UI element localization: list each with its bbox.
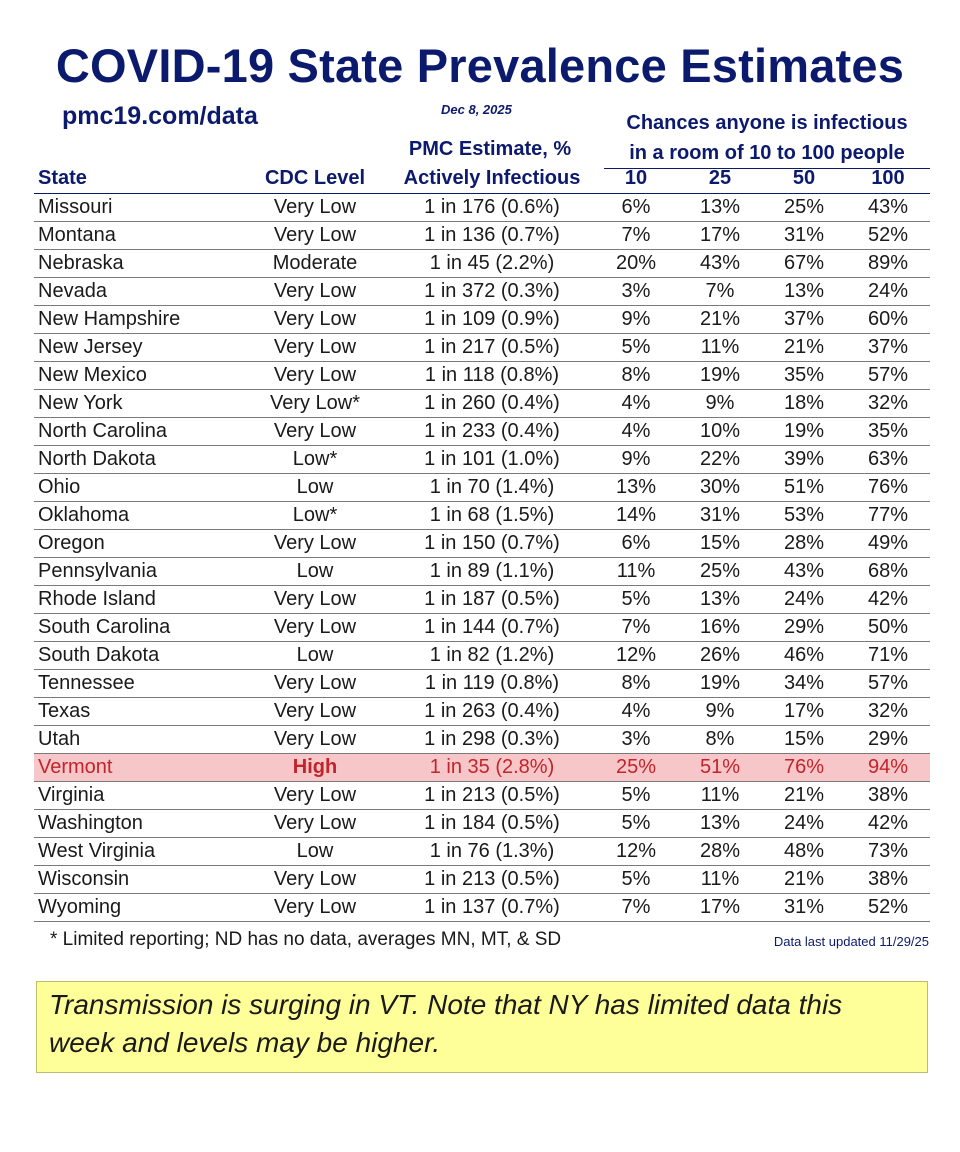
chance-50-cell: 29% [762, 614, 846, 642]
cdc-level-cell: Moderate [240, 250, 390, 278]
estimate-cell: 1 in 45 (2.2%) [390, 250, 594, 278]
chance-50-cell: 24% [762, 810, 846, 838]
chance-100-cell: 50% [846, 614, 930, 642]
state-cell: Texas [34, 698, 240, 726]
chance-100-cell: 49% [846, 530, 930, 558]
estimate-cell: 1 in 76 (1.3%) [390, 838, 594, 866]
table-row [34, 250, 930, 278]
chance-50-cell: 43% [762, 558, 846, 586]
chance-50-cell: 37% [762, 306, 846, 334]
cdc-level-cell: Low* [240, 502, 390, 530]
estimate-cell: 1 in 70 (1.4%) [390, 474, 594, 502]
cdc-level-cell: Very Low [240, 306, 390, 334]
cdc-level-cell: High [240, 754, 390, 782]
state-cell: Oregon [34, 530, 240, 558]
chance-25-cell: 26% [678, 642, 762, 670]
chance-25-cell: 13% [678, 586, 762, 614]
chance-50-cell: 18% [762, 390, 846, 418]
chance-100-cell: 63% [846, 446, 930, 474]
chance-50-cell: 53% [762, 502, 846, 530]
chance-100-cell: 29% [846, 726, 930, 754]
estimate-cell: 1 in 213 (0.5%) [390, 866, 594, 894]
chance-100-cell: 52% [846, 894, 930, 922]
chance-100-cell: 57% [846, 362, 930, 390]
cdc-level-cell: Very Low [240, 278, 390, 306]
cdc-level-cell: Low [240, 642, 390, 670]
chance-25-cell: 13% [678, 810, 762, 838]
cdc-level-cell: Low* [240, 446, 390, 474]
chance-50-cell: 39% [762, 446, 846, 474]
chance-50-cell: 13% [762, 278, 846, 306]
table-row [34, 614, 930, 642]
estimate-cell: 1 in 260 (0.4%) [390, 390, 594, 418]
table-row [34, 334, 930, 362]
chance-50-cell: 31% [762, 894, 846, 922]
state-cell: Vermont [34, 754, 240, 782]
state-cell: Ohio [34, 474, 240, 502]
estimate-cell: 1 in 136 (0.7%) [390, 222, 594, 250]
estimate-cell: 1 in 298 (0.3%) [390, 726, 594, 754]
chance-100-cell: 35% [846, 418, 930, 446]
estimate-cell: 1 in 144 (0.7%) [390, 614, 594, 642]
chance-100-cell: 68% [846, 558, 930, 586]
table-row [34, 754, 930, 782]
table-row [34, 838, 930, 866]
chance-100-cell: 38% [846, 782, 930, 810]
state-cell: Virginia [34, 782, 240, 810]
chance-25-cell: 19% [678, 362, 762, 390]
cdc-level-cell: Very Low [240, 530, 390, 558]
table-row [34, 726, 930, 754]
table-row [34, 866, 930, 894]
chance-50-cell: 19% [762, 418, 846, 446]
table-body [34, 194, 930, 922]
state-cell: Wisconsin [34, 866, 240, 894]
chance-10-cell: 8% [594, 670, 678, 698]
chance-10-cell: 9% [594, 306, 678, 334]
chance-25-cell: 13% [678, 194, 762, 222]
table-row [34, 222, 930, 250]
chance-25-cell: 11% [678, 782, 762, 810]
col-header-10: 10 [594, 164, 678, 194]
chance-25-cell: 11% [678, 334, 762, 362]
table-row [34, 194, 930, 222]
chance-25-cell: 19% [678, 670, 762, 698]
estimate-cell: 1 in 119 (0.8%) [390, 670, 594, 698]
table-row [34, 474, 930, 502]
state-cell: New Mexico [34, 362, 240, 390]
chance-10-cell: 20% [594, 250, 678, 278]
chance-25-cell: 10% [678, 418, 762, 446]
chance-10-cell: 6% [594, 194, 678, 222]
state-cell: New Jersey [34, 334, 240, 362]
chance-10-cell: 7% [594, 614, 678, 642]
chance-100-cell: 43% [846, 194, 930, 222]
state-cell: Montana [34, 222, 240, 250]
estimate-cell: 1 in 137 (0.7%) [390, 894, 594, 922]
chance-25-cell: 8% [678, 726, 762, 754]
chance-10-cell: 5% [594, 782, 678, 810]
cdc-level-cell: Very Low [240, 334, 390, 362]
chance-100-cell: 60% [846, 306, 930, 334]
last-updated: Data last updated 11/29/25 [773, 934, 929, 949]
estimate-cell: 1 in 101 (1.0%) [390, 446, 594, 474]
chance-50-cell: 28% [762, 530, 846, 558]
estimate-cell: 1 in 89 (1.1%) [390, 558, 594, 586]
cdc-level-cell: Very Low [240, 418, 390, 446]
cdc-level-cell: Very Low [240, 194, 390, 222]
chance-50-cell: 46% [762, 642, 846, 670]
chance-10-cell: 4% [594, 418, 678, 446]
chance-10-cell: 13% [594, 474, 678, 502]
state-cell: Rhode Island [34, 586, 240, 614]
state-cell: Wyoming [34, 894, 240, 922]
cdc-level-cell: Low [240, 838, 390, 866]
estimate-cell: 1 in 263 (0.4%) [390, 698, 594, 726]
chance-100-cell: 94% [846, 754, 930, 782]
table-row [34, 558, 930, 586]
state-cell: New Hampshire [34, 306, 240, 334]
chance-10-cell: 7% [594, 222, 678, 250]
state-cell: Nebraska [34, 250, 240, 278]
chance-10-cell: 5% [594, 810, 678, 838]
prevalence-table [34, 164, 930, 922]
state-cell: North Carolina [34, 418, 240, 446]
chance-50-cell: 34% [762, 670, 846, 698]
table-row [34, 810, 930, 838]
state-cell: West Virginia [34, 838, 240, 866]
chance-25-cell: 43% [678, 250, 762, 278]
cdc-level-cell: Very Low* [240, 390, 390, 418]
cdc-level-cell: Very Low [240, 670, 390, 698]
table-row [34, 362, 930, 390]
chance-100-cell: 38% [846, 866, 930, 894]
chance-50-cell: 21% [762, 334, 846, 362]
chance-25-cell: 30% [678, 474, 762, 502]
chance-25-cell: 17% [678, 894, 762, 922]
chance-25-cell: 17% [678, 222, 762, 250]
estimate-cell: 1 in 82 (1.2%) [390, 642, 594, 670]
chance-25-cell: 9% [678, 390, 762, 418]
chance-10-cell: 12% [594, 642, 678, 670]
chance-25-cell: 11% [678, 866, 762, 894]
table-header-row [34, 164, 930, 194]
chance-10-cell: 14% [594, 502, 678, 530]
page-title: COVID-19 State Prevalence Estimates [55, 39, 905, 92]
chances-header [604, 108, 930, 169]
report-date: Dec 8, 2025 [441, 102, 512, 117]
chance-10-cell: 9% [594, 446, 678, 474]
cdc-level-cell: Very Low [240, 866, 390, 894]
chance-10-cell: 3% [594, 726, 678, 754]
chance-25-cell: 25% [678, 558, 762, 586]
cdc-level-cell: Very Low [240, 894, 390, 922]
chance-100-cell: 73% [846, 838, 930, 866]
table-row [34, 670, 930, 698]
table-row [34, 586, 930, 614]
col-header-25: 25 [678, 164, 762, 194]
chance-50-cell: 17% [762, 698, 846, 726]
chance-25-cell: 9% [678, 698, 762, 726]
table-row [34, 446, 930, 474]
estimate-cell: 1 in 217 (0.5%) [390, 334, 594, 362]
estimate-cell: 1 in 68 (1.5%) [390, 502, 594, 530]
estimate-cell: 1 in 176 (0.6%) [390, 194, 594, 222]
col-header-state: State [34, 164, 240, 194]
estimate-cell: 1 in 35 (2.8%) [390, 754, 594, 782]
chance-10-cell: 5% [594, 866, 678, 894]
col-header-100: 100 [846, 164, 930, 194]
pmc-estimate-header: PMC Estimate, % [408, 138, 572, 160]
state-cell: Tennessee [34, 670, 240, 698]
chance-25-cell: 7% [678, 278, 762, 306]
chance-50-cell: 51% [762, 474, 846, 502]
cdc-level-cell: Low [240, 474, 390, 502]
cdc-level-cell: Very Low [240, 698, 390, 726]
table-row [34, 782, 930, 810]
chance-25-cell: 21% [678, 306, 762, 334]
chance-10-cell: 7% [594, 894, 678, 922]
state-cell: Pennsylvania [34, 558, 240, 586]
chance-10-cell: 5% [594, 334, 678, 362]
chance-50-cell: 31% [762, 222, 846, 250]
cdc-level-cell: Very Low [240, 362, 390, 390]
chance-50-cell: 35% [762, 362, 846, 390]
table-row [34, 306, 930, 334]
table-row [34, 894, 930, 922]
state-cell: South Carolina [34, 614, 240, 642]
chance-50-cell: 24% [762, 586, 846, 614]
state-cell: North Dakota [34, 446, 240, 474]
chance-25-cell: 15% [678, 530, 762, 558]
chances-header-line2: in a room of 10 to 100 people [604, 138, 930, 169]
table-row [34, 390, 930, 418]
chance-100-cell: 24% [846, 278, 930, 306]
chance-10-cell: 5% [594, 586, 678, 614]
state-cell: Nevada [34, 278, 240, 306]
chance-25-cell: 31% [678, 502, 762, 530]
chance-100-cell: 42% [846, 810, 930, 838]
chance-10-cell: 6% [594, 530, 678, 558]
cdc-level-cell: Very Low [240, 726, 390, 754]
chance-100-cell: 32% [846, 390, 930, 418]
col-header-cdc-level: CDC Level [240, 164, 390, 194]
estimate-cell: 1 in 213 (0.5%) [390, 782, 594, 810]
estimate-cell: 1 in 109 (0.9%) [390, 306, 594, 334]
table-row [34, 698, 930, 726]
chance-10-cell: 11% [594, 558, 678, 586]
chances-header-line1: Chances anyone is infectious [626, 112, 908, 134]
chance-50-cell: 15% [762, 726, 846, 754]
chance-10-cell: 25% [594, 754, 678, 782]
chance-10-cell: 4% [594, 390, 678, 418]
chance-100-cell: 77% [846, 502, 930, 530]
chance-25-cell: 28% [678, 838, 762, 866]
table-row [34, 642, 930, 670]
cdc-level-cell: Very Low [240, 586, 390, 614]
table-row [34, 278, 930, 306]
table-row [34, 418, 930, 446]
chance-10-cell: 8% [594, 362, 678, 390]
note-box: Transmission is surging in VT. Note that NY has limited data this week and levels may be higher. [36, 981, 928, 1073]
chance-100-cell: 57% [846, 670, 930, 698]
col-header-50: 50 [762, 164, 846, 194]
cdc-level-cell: Very Low [240, 782, 390, 810]
state-cell: South Dakota [34, 642, 240, 670]
estimate-cell: 1 in 184 (0.5%) [390, 810, 594, 838]
cdc-level-cell: Low [240, 558, 390, 586]
chance-100-cell: 37% [846, 334, 930, 362]
chance-10-cell: 4% [594, 698, 678, 726]
site-url: pmc19.com/data [62, 102, 258, 130]
chance-50-cell: 21% [762, 866, 846, 894]
chance-100-cell: 32% [846, 698, 930, 726]
chance-50-cell: 67% [762, 250, 846, 278]
chance-100-cell: 89% [846, 250, 930, 278]
chance-100-cell: 76% [846, 474, 930, 502]
estimate-cell: 1 in 233 (0.4%) [390, 418, 594, 446]
footnote: * Limited reporting; ND has no data, averages MN, MT, & SD [50, 929, 562, 950]
state-cell: Washington [34, 810, 240, 838]
table-row [34, 502, 930, 530]
chance-50-cell: 21% [762, 782, 846, 810]
chance-50-cell: 76% [762, 754, 846, 782]
state-cell: Oklahoma [34, 502, 240, 530]
chance-100-cell: 52% [846, 222, 930, 250]
chance-25-cell: 16% [678, 614, 762, 642]
chance-100-cell: 71% [846, 642, 930, 670]
estimate-cell: 1 in 187 (0.5%) [390, 586, 594, 614]
state-cell: New York [34, 390, 240, 418]
chance-50-cell: 25% [762, 194, 846, 222]
cdc-level-cell: Very Low [240, 222, 390, 250]
estimate-cell: 1 in 150 (0.7%) [390, 530, 594, 558]
col-header-active: Actively Infectious [390, 164, 594, 194]
state-cell: Utah [34, 726, 240, 754]
chance-25-cell: 22% [678, 446, 762, 474]
table-row [34, 530, 930, 558]
state-cell: Missouri [34, 194, 240, 222]
chance-50-cell: 48% [762, 838, 846, 866]
estimate-cell: 1 in 118 (0.8%) [390, 362, 594, 390]
cdc-level-cell: Very Low [240, 810, 390, 838]
cdc-level-cell: Very Low [240, 614, 390, 642]
chance-25-cell: 51% [678, 754, 762, 782]
chance-10-cell: 3% [594, 278, 678, 306]
chance-10-cell: 12% [594, 838, 678, 866]
chance-100-cell: 42% [846, 586, 930, 614]
estimate-cell: 1 in 372 (0.3%) [390, 278, 594, 306]
